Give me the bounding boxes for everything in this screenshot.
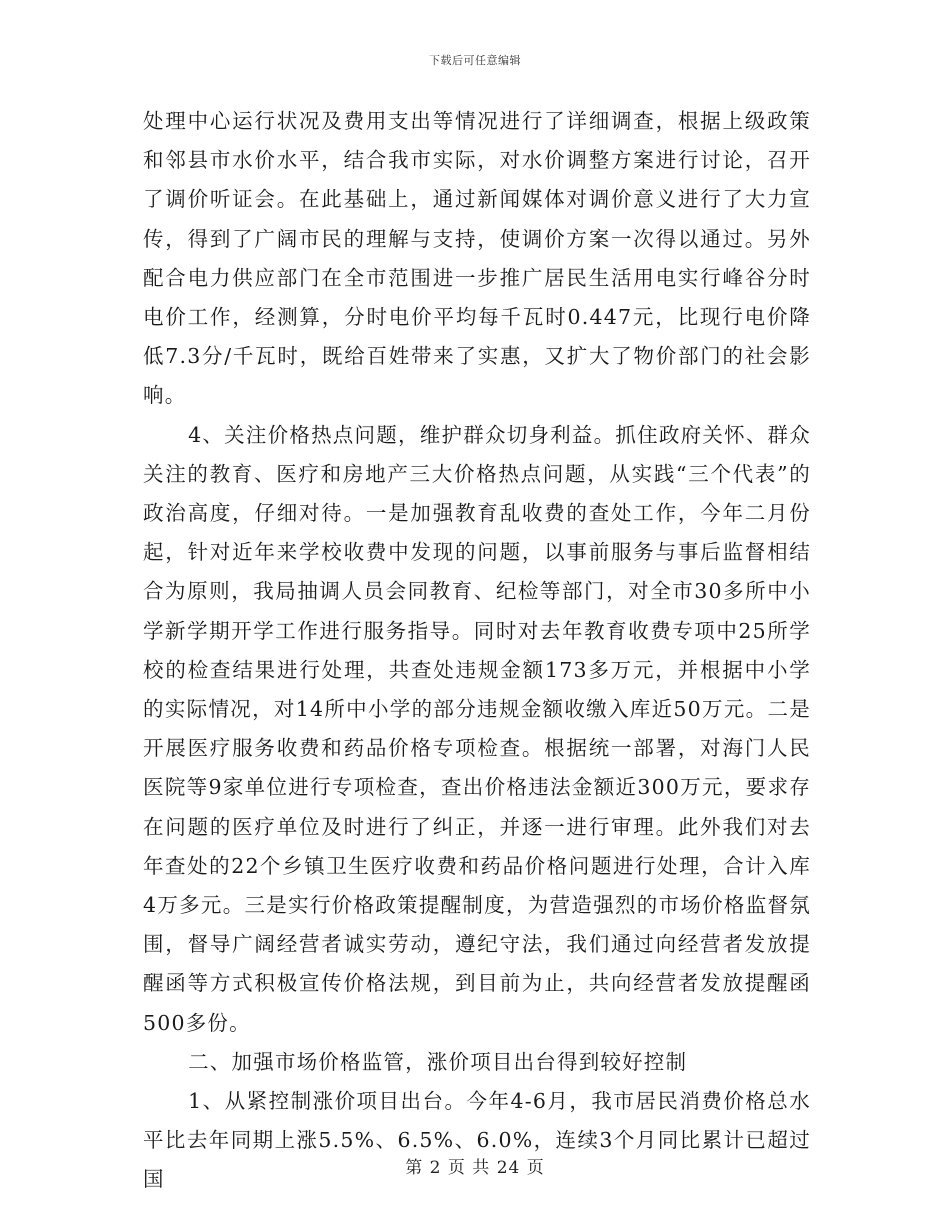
paragraph-1: 处理中心运行状况及费用支出等情况进行了详细调查，根据上级政策和邻县市水价水平，结合我市实际，对水价调整方案进行讨论，召开了调价听证会。在此基础上，通过新闻媒体对调价意义进行了大力宣传，得到了广阔市民的理解与支持，使调价方案一次得以通过。另外配合电力供应部门在全市范围进一步推广居民生活用电实行峰谷分时电价工作，经测算，分时电价平均每千瓦时0.447元，比现行电价降低7.3分/千瓦时，既给百姓带来了实惠，又扩大了物价部门的社会影响。: [143, 109, 811, 408]
document-body: [143, 102, 811, 1200]
section-heading: 二、加强市场价格监管，涨价项目出台得到较好控制: [188, 1049, 688, 1074]
paragraph-3: 1、从紧控制涨价项目出台。今年4-6月，我市居民消费价格总水平比去年同期上涨5.5%、6.5%、6.0%，连续3个月同比累计已超过国: [143, 1089, 811, 1192]
paragraph-2: 4、关注价格热点问题，维护群众切身利益。抓住政府关怀、群众关注的教育、医疗和房地产三大价格热点问题，从实践“三个代表”的政治高度，仔细对待。一是加强教育乱收费的查处工作，今年二月份起，针对近年来学校收费中发现的问题，以事前服务与事后监督相结合为原则，我局抽调人员会同教育、纪检等部门，对全市30多所中小学新学期开学工作进行服务指导。同时对去年教育收费专项中25所学校的检查结果进行处理，共查处违规金额173多万元，并根据中小学的实际情况，对14所中小学的部分违规金额收缴入库近50万元。二是开展医疗服务收费和药品价格专项检查。根据统一部署，对海门人民医院等9家单位进行专项检查，查出价格违法金额近300万元，要求存在问题的医疗单位及时进行了纠正，并逐一进行审理。此外我们对去年查处的22个乡镇卫生医疗收费和药品价格问题进行处理，合计入库4万多元。三是实行价格政策提醒制度，为营造强烈的市场价格监督氛围，督导广阔经营者诚实劳动，遵纪守法，我们通过向经营者发放提醒函等方式积极宣传价格法规，到目前为止，共向经营者发放提醒函500多份。: [143, 422, 811, 1035]
page-footer: 第 2 页 共 24 页: [405, 1158, 545, 1178]
page-header: 下载后可任意编辑: [429, 54, 521, 67]
